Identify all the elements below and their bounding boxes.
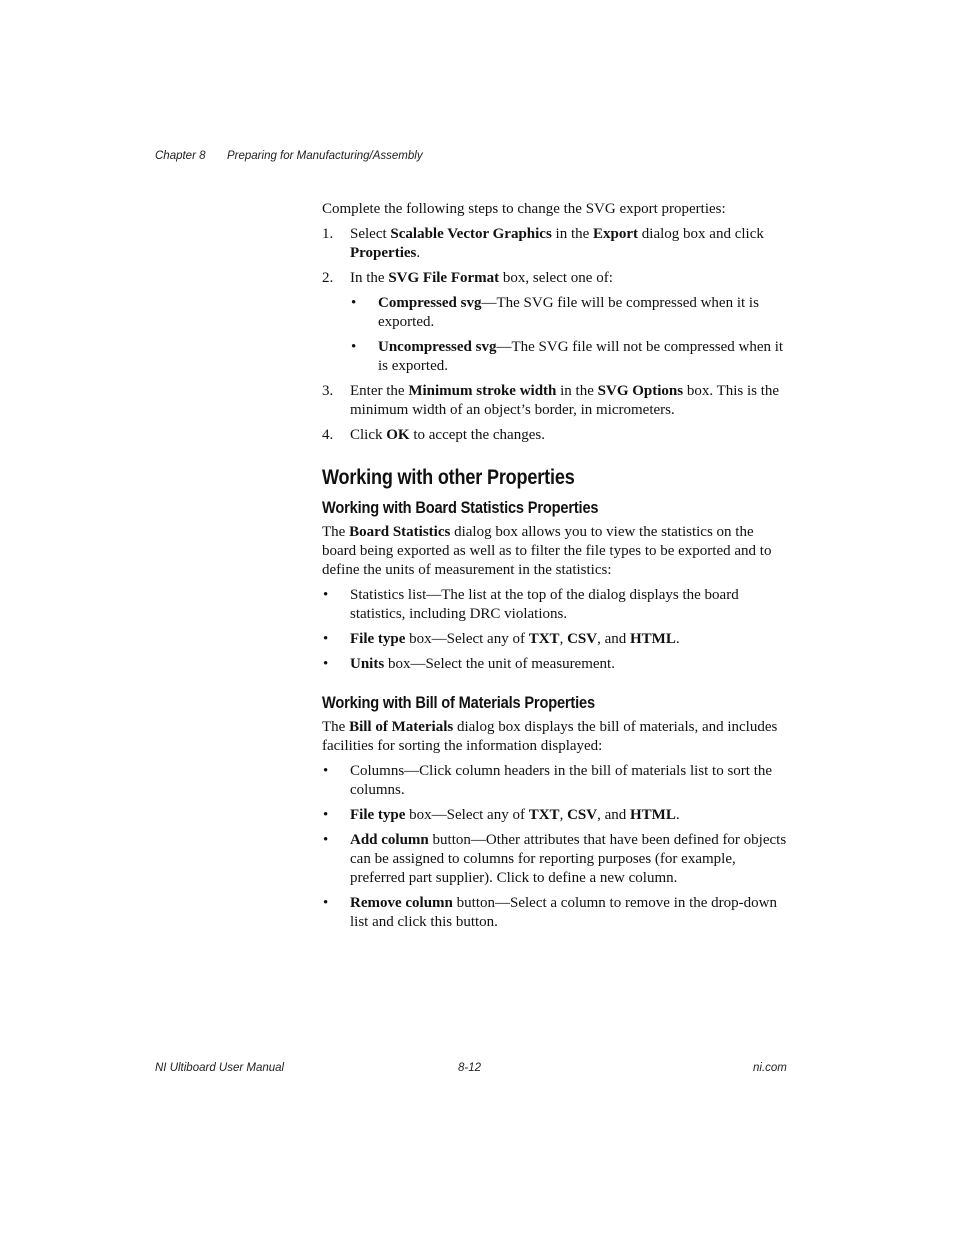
bom-bullet-columns bbox=[322, 762, 787, 800]
ui-term: SVG File Format bbox=[388, 270, 500, 286]
bullet-text: , bbox=[559, 631, 568, 647]
bullet-text: , and bbox=[597, 631, 630, 647]
bullet-marker: • bbox=[351, 339, 357, 355]
step-text: dialog box and click bbox=[638, 226, 764, 242]
svg-option-uncompressed bbox=[322, 338, 787, 376]
step-text: in the bbox=[551, 226, 594, 242]
step-2 bbox=[322, 269, 787, 288]
ui-term: HTML bbox=[630, 631, 676, 647]
ui-term: Remove column bbox=[350, 895, 453, 911]
bullet-marker: • bbox=[323, 807, 329, 823]
para-text: The bbox=[322, 719, 350, 735]
bill-of-materials-paragraph bbox=[322, 718, 787, 756]
board-statistics-heading: Working with Board Statistics Properties bbox=[322, 498, 599, 517]
chapter-title: Preparing for Manufacturing/Assembly bbox=[227, 150, 423, 162]
step-text: Select bbox=[350, 226, 391, 242]
ui-term: Units bbox=[350, 656, 385, 672]
ui-term: File type bbox=[350, 631, 406, 647]
svg-option-compressed bbox=[322, 294, 787, 332]
step-text: Click bbox=[350, 427, 387, 443]
bullet-marker: • bbox=[323, 895, 329, 911]
bom-bullet-add-column bbox=[322, 831, 787, 888]
ui-term: CSV bbox=[567, 807, 598, 823]
board-stats-bullet-file-type bbox=[322, 630, 787, 649]
step-text: box. This is the minimum width of an object’s border, in micrometers. bbox=[350, 383, 780, 418]
ui-term: Uncompressed svg bbox=[378, 339, 497, 355]
bom-bullet-file-type bbox=[322, 806, 787, 825]
ui-term: HTML bbox=[630, 807, 676, 823]
para-text: The bbox=[322, 524, 350, 540]
option-text: —The SVG file will not be compressed when it is exported. bbox=[378, 339, 784, 374]
intro-paragraph: Complete the following steps to change the SVG export properties: bbox=[322, 201, 726, 217]
board-statistics-paragraph bbox=[322, 523, 787, 580]
ui-term: Export bbox=[593, 226, 639, 242]
step-text: In the bbox=[350, 270, 389, 286]
ui-term: SVG Options bbox=[597, 383, 684, 399]
ui-term: TXT bbox=[528, 631, 560, 647]
step-number: 4. bbox=[322, 427, 334, 443]
ui-term: CSV bbox=[567, 631, 598, 647]
bullet-marker: • bbox=[323, 832, 329, 848]
bullet-text: box—Select any of bbox=[405, 631, 529, 647]
step-text: Enter the bbox=[350, 383, 409, 399]
bullet-text: Statistics list—The list at the top of the dialog displays the board statistics, including DRC violations. bbox=[350, 587, 739, 622]
bullet-text: button—Select a column to remove in the drop-down list and click this button. bbox=[350, 895, 778, 930]
page-header bbox=[155, 150, 423, 162]
ui-term: OK bbox=[386, 427, 410, 443]
bullet-text: . bbox=[675, 807, 680, 823]
bullet-text: box—Select the unit of measurement. bbox=[384, 656, 615, 672]
step-number: 3. bbox=[322, 383, 334, 399]
bullet-marker: • bbox=[323, 631, 329, 647]
bullet-text: , and bbox=[597, 807, 630, 823]
chapter-label: Chapter 8 bbox=[155, 150, 206, 162]
bullet-text: box—Select any of bbox=[405, 807, 529, 823]
ui-term: Compressed svg bbox=[378, 295, 482, 311]
board-stats-bullet-statistics-list bbox=[322, 586, 787, 624]
bullet-text: Columns—Click column headers in the bill of materials list to sort the columns. bbox=[350, 763, 773, 798]
ui-term: Add column bbox=[350, 832, 429, 848]
ui-term: Properties bbox=[350, 245, 417, 261]
bullet-text: button—Other attributes that have been defined for objects can be assigned to columns for reporting purposes (for example, preferred part supplier). Click to define a new column. bbox=[350, 832, 787, 886]
bullet-text: . bbox=[675, 631, 680, 647]
step-number: 2. bbox=[322, 270, 334, 286]
board-stats-bullet-units bbox=[322, 655, 787, 674]
para-text: dialog box displays the bill of materials, and includes facilities for sorting the information displayed: bbox=[322, 719, 778, 754]
bullet-marker: • bbox=[351, 295, 357, 311]
step-number: 1. bbox=[322, 226, 334, 242]
step-text: to accept the changes. bbox=[409, 427, 545, 443]
step-1 bbox=[322, 225, 787, 263]
bom-bullet-remove-column bbox=[322, 894, 787, 932]
step-4 bbox=[322, 426, 787, 445]
page-content bbox=[322, 200, 787, 938]
ui-term: Minimum stroke width bbox=[408, 383, 557, 399]
ui-term: File type bbox=[350, 807, 406, 823]
step-3 bbox=[322, 382, 787, 420]
step-text: . bbox=[416, 245, 421, 261]
step-text: box, select one of: bbox=[499, 270, 613, 286]
para-text: dialog box allows you to view the statistics on the board being exported as well as to filter the file types to be exported and to define the units of measurement in the statistics: bbox=[322, 524, 772, 578]
bullet-text: , bbox=[559, 807, 568, 823]
ui-term: TXT bbox=[528, 807, 560, 823]
footer-manual-title: NI Ultiboard User Manual bbox=[155, 1062, 285, 1074]
bullet-marker: • bbox=[323, 587, 329, 603]
ui-term: Bill of Materials bbox=[349, 719, 454, 735]
footer-website: ni.com bbox=[753, 1062, 787, 1074]
section-heading: Working with other Properties bbox=[322, 466, 575, 489]
option-text: —The SVG file will be compressed when it is exported. bbox=[378, 295, 759, 330]
bullet-marker: • bbox=[323, 656, 329, 672]
ui-term: Board Statistics bbox=[349, 524, 451, 540]
ui-term: Scalable Vector Graphics bbox=[390, 226, 552, 242]
step-text: in the bbox=[556, 383, 598, 399]
footer-page-number: 8-12 bbox=[458, 1062, 482, 1074]
bullet-marker: • bbox=[323, 763, 329, 779]
bill-of-materials-heading: Working with Bill of Materials Properties bbox=[322, 693, 595, 712]
